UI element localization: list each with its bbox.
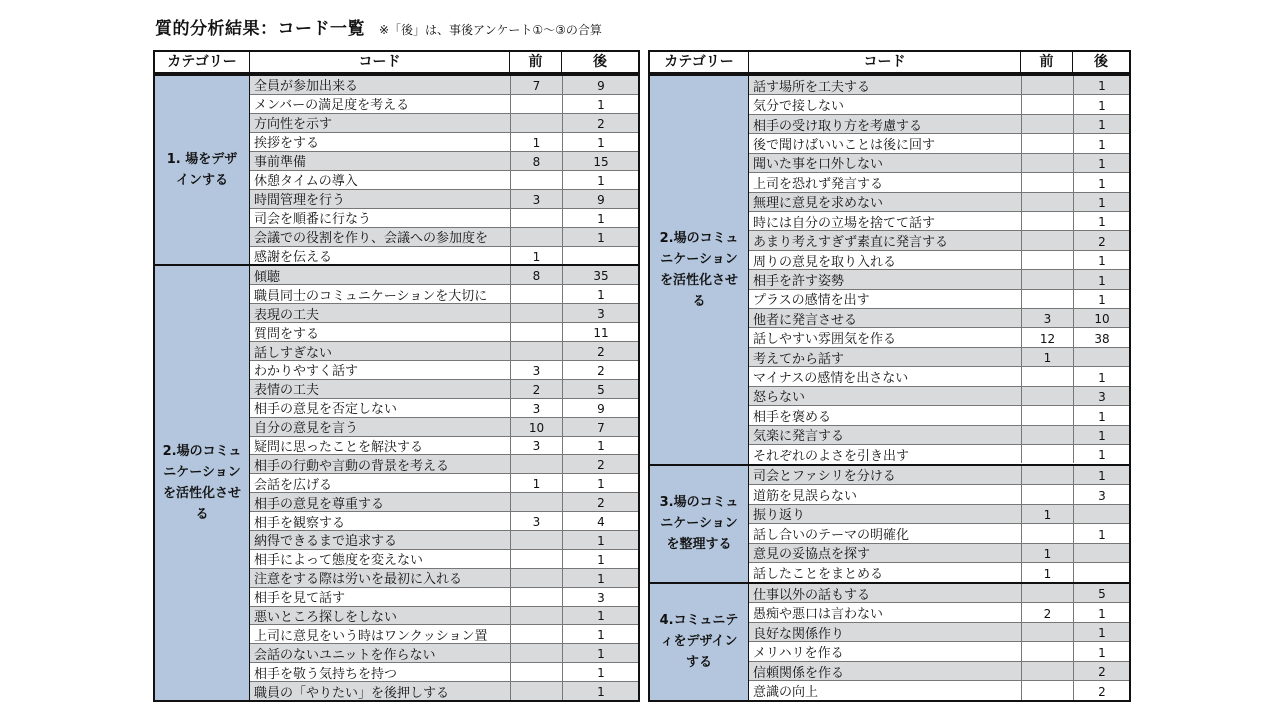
code-cell: 表現の工夫 (254, 307, 320, 323)
table-row (250, 549, 638, 568)
post-count-cell: 3 (1073, 387, 1130, 405)
table-row (250, 341, 638, 360)
code-cell: 話しすぎない (254, 345, 333, 360)
code-cell: 他者に発言させる (753, 312, 858, 328)
table-header (155, 52, 638, 74)
pre-count-cell (1021, 406, 1073, 424)
header-code: コード (249, 52, 509, 72)
table-row (749, 289, 1129, 308)
post-count-cell: 1 (562, 682, 639, 700)
post-count-cell: 1 (1073, 524, 1130, 543)
table-row (250, 568, 638, 587)
pre-count-cell (1021, 642, 1073, 661)
post-count-cell: 5 (1073, 584, 1130, 603)
table-row (250, 436, 638, 455)
category-label: 2.場のコミュニケーションを活性化させる (650, 76, 748, 464)
post-count-cell: 35 (562, 266, 639, 284)
table-row (250, 94, 638, 113)
post-count-cell: 1 (562, 607, 639, 625)
pre-count-cell (1021, 623, 1073, 642)
table-row (749, 172, 1129, 191)
post-count-cell: 1 (1073, 603, 1130, 622)
table-row (749, 543, 1129, 563)
code-cell: 話す場所を工夫する (753, 79, 871, 95)
code-cell: 無理に意見を求めない (753, 196, 884, 211)
category-group (650, 464, 1129, 582)
code-cell: 相手を許す姿勢 (753, 273, 845, 289)
pre-count-cell: 2 (510, 380, 562, 398)
table-row (250, 587, 638, 606)
post-count-cell: 1 (1073, 173, 1130, 191)
pre-count-cell (510, 95, 562, 113)
post-count-cell: 2 (1073, 681, 1130, 700)
pre-count-cell (510, 342, 562, 360)
code-cell: 気分で接しない (753, 99, 845, 114)
code-cell: 職員の「やりたい」を後押しする (254, 685, 450, 700)
code-cell: 方向性を示す (254, 117, 333, 132)
post-count-cell: 15 (562, 152, 639, 170)
pre-count-cell (1021, 584, 1073, 603)
code-cell: 職員同士のコミュニケーションを大切に (254, 288, 488, 304)
table-row (749, 584, 1129, 603)
code-table-left (153, 50, 640, 702)
code-rows (748, 76, 1129, 464)
table-row (749, 114, 1129, 133)
code-cell: 自分の意見を言う (254, 421, 359, 436)
pre-count-cell (1021, 662, 1073, 681)
post-count-cell: 2 (1073, 662, 1130, 681)
table-row (749, 76, 1129, 94)
table-row (250, 662, 638, 681)
code-cell: メリハリを作る (753, 646, 844, 661)
pre-count-cell (1021, 76, 1073, 94)
code-cell: 疑問に思ったことを解決する (254, 439, 424, 455)
page-note: ※「後」は、事後アンケート①～③の合算 (379, 23, 602, 37)
code-cell: 話したことをまとめる (753, 567, 884, 582)
pre-count-cell (1021, 193, 1073, 211)
post-count-cell: 3 (562, 304, 639, 322)
code-cell: わかりやすく話す (254, 364, 359, 379)
pre-count-cell (1021, 466, 1073, 485)
pre-count-cell: 1 (1021, 348, 1073, 366)
code-cell: 仕事以外の話もする (753, 587, 871, 603)
pre-count-cell: 1 (1021, 505, 1073, 524)
post-count-cell: 1 (1073, 642, 1130, 661)
post-count-cell: 4 (562, 512, 639, 530)
pre-count-cell (510, 625, 562, 643)
pre-count-cell (1021, 134, 1073, 152)
post-count-cell: 1 (1073, 251, 1130, 269)
post-count-cell (562, 247, 639, 265)
pre-count-cell (510, 663, 562, 681)
pre-count-cell: 1 (1021, 563, 1073, 582)
post-count-cell: 9 (562, 76, 639, 94)
code-cell: 感謝を伝える (254, 250, 333, 265)
pre-count-cell: 8 (510, 266, 562, 284)
table-row (749, 386, 1129, 405)
post-count-cell: 1 (562, 569, 639, 587)
post-count-cell: 1 (1073, 445, 1130, 463)
code-cell: 休憩タイムの導入 (254, 174, 358, 189)
pre-count-cell: 1 (510, 133, 562, 151)
table-row (749, 133, 1129, 152)
pre-count-cell (1021, 290, 1073, 308)
code-cell: 傾聴 (254, 269, 281, 285)
code-cell: 話しやすい雰囲気を作る (753, 332, 897, 347)
code-cell: 注意をする際は労いを最初に入れる (254, 572, 463, 587)
post-count-cell (1073, 348, 1130, 366)
post-count-cell: 2 (562, 455, 639, 473)
post-count-cell: 2 (562, 493, 639, 511)
code-cell: それぞれのよさを引き出す (753, 448, 910, 464)
pre-count-cell (510, 209, 562, 227)
table-row (250, 151, 638, 170)
code-cell: プラスの感情を出す (753, 293, 870, 309)
code-cell: 悪いところ探しをしない (254, 609, 398, 625)
header-code: コード (748, 52, 1020, 72)
table-row (250, 379, 638, 398)
post-count-cell: 1 (1073, 270, 1130, 288)
code-cell: 全員が参加出来る (254, 79, 359, 94)
code-rows (748, 584, 1129, 700)
pre-count-cell: 3 (510, 512, 562, 530)
code-cell: 道筋を見誤らない (753, 488, 858, 504)
table-row (250, 246, 638, 265)
pre-count-cell (510, 550, 562, 568)
table-row (250, 473, 638, 492)
table-row (749, 602, 1129, 622)
table-row (749, 641, 1129, 661)
header-category: カテゴリー (167, 54, 237, 70)
code-cell: 愚痴や悪口は言わない (753, 607, 884, 622)
code-cell: 聞いた事を口外しない (753, 157, 884, 173)
table-row (250, 132, 638, 151)
header-post: 後 (561, 52, 638, 72)
post-count-cell: 1 (1073, 193, 1130, 211)
pre-count-cell (1021, 115, 1073, 133)
pre-count-cell: 3 (1021, 309, 1073, 327)
table-row (749, 308, 1129, 327)
pre-count-cell (1021, 445, 1073, 463)
table-row (250, 208, 638, 227)
code-cell: 上司を恐れず発言する (753, 176, 884, 192)
code-cell: メンバーの満足度を考える (254, 98, 410, 113)
pre-count-cell (510, 569, 562, 587)
code-cell: 司会とファシリを分ける (753, 469, 896, 485)
code-cell: 話し合いのテーマの明確化 (753, 527, 910, 543)
post-count-cell: 1 (1073, 290, 1130, 308)
code-cell: 後で聞けばいいことは後に回す (753, 137, 936, 153)
table-row (749, 680, 1129, 700)
code-cell: 納得できるまで追求する (254, 534, 398, 549)
pre-count-cell: 3 (510, 361, 562, 379)
table-row (749, 347, 1129, 366)
table-row (749, 425, 1129, 444)
table-row (250, 624, 638, 643)
pre-count-cell (510, 455, 562, 473)
category-group (155, 74, 638, 264)
post-count-cell (1073, 544, 1130, 563)
post-count-cell (1073, 505, 1130, 524)
post-count-cell: 1 (562, 285, 639, 303)
pre-count-cell: 8 (510, 152, 562, 170)
category-group (155, 264, 638, 700)
code-cell: マイナスの感情を出さない (753, 371, 909, 386)
code-cell: 相手を敬う気持ちを持つ (254, 666, 398, 682)
pre-count-cell (510, 285, 562, 303)
code-cell: 相手を褒める (753, 409, 832, 425)
title-row (155, 14, 602, 40)
code-cell: 振り返り (753, 508, 806, 524)
table-row (250, 606, 638, 625)
pre-count-cell (1021, 681, 1073, 700)
table-row (250, 266, 638, 284)
code-cell: 質問をする (254, 326, 320, 342)
table-row (749, 192, 1129, 211)
category-label: 1. 場をデザインする (155, 76, 249, 264)
code-cell: 会議での役割を作り、会議への参加度を (254, 231, 489, 246)
table-row (250, 189, 638, 208)
pre-count-cell (1021, 367, 1073, 385)
post-count-cell: 9 (562, 399, 639, 417)
pre-count-cell (510, 323, 562, 341)
pre-count-cell: 7 (510, 76, 562, 94)
pre-count-cell (510, 171, 562, 189)
post-count-cell: 1 (562, 625, 639, 643)
pre-count-cell: 3 (510, 437, 562, 455)
code-cell: 考えてから話す (753, 351, 845, 367)
table-header (650, 52, 1129, 74)
post-count-cell: 1 (562, 437, 639, 455)
post-count-cell: 1 (1073, 466, 1130, 485)
code-rows (748, 466, 1129, 582)
code-cell: 相手の行動や言動の背景を考える (254, 458, 450, 474)
table-row (250, 303, 638, 322)
table-row (749, 484, 1129, 504)
post-count-cell: 1 (562, 531, 639, 549)
code-cell: 時には自分の立場を捨てて話す (753, 215, 936, 231)
table-row (749, 504, 1129, 524)
post-count-cell: 1 (1073, 426, 1130, 444)
post-count-cell: 11 (562, 323, 639, 341)
pre-count-cell (1021, 173, 1073, 191)
post-count-cell: 1 (562, 171, 639, 189)
table-row (749, 269, 1129, 288)
header-category: カテゴリー (664, 54, 734, 70)
post-count-cell: 2 (562, 342, 639, 360)
post-count-cell: 1 (1073, 154, 1130, 172)
table-row (250, 511, 638, 530)
table-row (250, 643, 638, 662)
post-count-cell: 1 (1073, 76, 1130, 94)
post-count-cell: 1 (1073, 212, 1130, 230)
post-count-cell: 2 (562, 114, 639, 132)
post-count-cell: 1 (562, 228, 639, 246)
table-row (749, 327, 1129, 346)
pre-count-cell (510, 607, 562, 625)
post-count-cell: 38 (1073, 328, 1130, 346)
post-count-cell: 5 (562, 380, 639, 398)
post-count-cell: 1 (562, 133, 639, 151)
code-rows (249, 76, 638, 264)
table-row (749, 466, 1129, 485)
post-count-cell: 1 (562, 209, 639, 227)
code-cell: 意見の妥協点を探す (753, 547, 871, 563)
table-row (749, 94, 1129, 113)
code-cell: 相手の意見を尊重する (254, 496, 385, 512)
post-count-cell: 3 (562, 588, 639, 606)
table-row (749, 211, 1129, 230)
table-row (250, 398, 638, 417)
post-count-cell: 1 (1073, 134, 1130, 152)
pre-count-cell (1021, 485, 1073, 504)
code-cell: 相手の受け取り方を考慮する (753, 118, 923, 134)
table-row (749, 230, 1129, 249)
pre-count-cell: 3 (510, 190, 562, 208)
code-cell: 司会を順番に行なう (254, 212, 372, 227)
pre-count-cell (1021, 524, 1073, 543)
table-row (250, 492, 638, 511)
category-group (650, 74, 1129, 464)
table-row (250, 76, 638, 94)
category-label: 4.コミュニティをデザインする (650, 584, 748, 700)
code-cell: 会話を広げる (254, 477, 333, 493)
pre-count-cell (1021, 270, 1073, 288)
pre-count-cell (510, 588, 562, 606)
post-count-cell: 2 (1073, 231, 1130, 249)
table-row (749, 250, 1129, 269)
pre-count-cell (510, 644, 562, 662)
post-count-cell: 1 (562, 95, 639, 113)
post-count-cell (1073, 563, 1130, 582)
code-cell: 相手によって態度を変えない (254, 553, 424, 568)
table-row (250, 681, 638, 700)
header-pre: 前 (509, 52, 561, 72)
pre-count-cell (510, 114, 562, 132)
code-cell: 相手を観察する (254, 515, 346, 530)
pre-count-cell (1021, 251, 1073, 269)
post-count-cell: 1 (1073, 623, 1130, 642)
code-cell: 時間管理を行う (254, 193, 346, 208)
table-row (749, 523, 1129, 543)
pre-count-cell: 10 (510, 418, 562, 436)
post-count-cell: 1 (562, 644, 639, 662)
table-row (250, 454, 638, 473)
post-count-cell: 7 (562, 418, 639, 436)
category-label: 2.場のコミュニケーションを活性化させる (155, 266, 249, 700)
header-post: 後 (1072, 52, 1129, 72)
code-cell: あまり考えすぎず素直に発言する (753, 235, 949, 250)
pre-count-cell: 1 (510, 474, 562, 492)
code-cell: 意識の向上 (753, 685, 819, 701)
pre-count-cell (1021, 426, 1073, 444)
post-count-cell: 1 (1073, 115, 1130, 133)
pre-count-cell (510, 304, 562, 322)
post-count-cell: 1 (1073, 367, 1130, 385)
table-row (749, 562, 1129, 582)
table-row (749, 366, 1129, 385)
pre-count-cell: 2 (1021, 603, 1073, 622)
post-count-cell: 9 (562, 190, 639, 208)
pre-count-cell: 12 (1021, 328, 1073, 346)
table-row (749, 405, 1129, 424)
code-rows (249, 266, 638, 700)
code-cell: 会話のないユニットを作らない (254, 647, 436, 663)
pre-count-cell (1021, 212, 1073, 230)
table-row (250, 284, 638, 303)
category-label: 3.場のコミュニケーションを整理する (650, 466, 748, 582)
table-row (749, 153, 1129, 172)
pre-count-cell: 1 (1021, 544, 1073, 563)
code-cell: 怒らない (753, 390, 806, 406)
table-row (250, 417, 638, 436)
post-count-cell: 10 (1073, 309, 1130, 327)
post-count-cell: 1 (562, 474, 639, 492)
table-row (250, 360, 638, 379)
table-row (749, 444, 1129, 463)
pre-count-cell: 3 (510, 399, 562, 417)
post-count-cell: 1 (562, 663, 639, 681)
code-cell: 信頼関係を作る (753, 665, 845, 681)
code-table-right (648, 50, 1131, 702)
code-cell: 上司に意見をいう時はワンクッション置 (254, 628, 488, 644)
code-cell: 周りの意見を取り入れる (753, 254, 897, 270)
header-pre: 前 (1020, 52, 1072, 72)
code-cell: 表情の工夫 (254, 383, 320, 398)
pre-count-cell: 1 (510, 247, 562, 265)
code-cell: 気楽に発言する (753, 429, 845, 445)
post-count-cell: 2 (562, 361, 639, 379)
category-group (650, 582, 1129, 700)
pre-count-cell (510, 531, 562, 549)
table-row (250, 530, 638, 549)
pre-count-cell (510, 682, 562, 700)
pre-count-cell (1021, 154, 1073, 172)
pre-count-cell (510, 228, 562, 246)
table-row (749, 661, 1129, 681)
pre-count-cell (1021, 95, 1073, 113)
pre-count-cell (1021, 231, 1073, 249)
code-cell: 相手の意見を否定しない (254, 402, 398, 417)
table-row (250, 322, 638, 341)
page-title: 質的分析結果：コード一覧 (155, 19, 365, 39)
post-count-cell: 1 (562, 550, 639, 568)
pre-count-cell (1021, 387, 1073, 405)
post-count-cell: 1 (1073, 406, 1130, 424)
post-count-cell: 1 (1073, 95, 1130, 113)
table-row (250, 113, 638, 132)
code-cell: 相手を見て話す (254, 591, 346, 606)
code-cell: 挨拶をする (254, 136, 320, 151)
code-cell: 良好な関係作り (753, 626, 845, 642)
pre-count-cell (510, 493, 562, 511)
table-row (749, 622, 1129, 642)
code-cell: 事前準備 (254, 155, 307, 170)
post-count-cell: 3 (1073, 485, 1130, 504)
table-row (250, 227, 638, 246)
table-row (250, 170, 638, 189)
